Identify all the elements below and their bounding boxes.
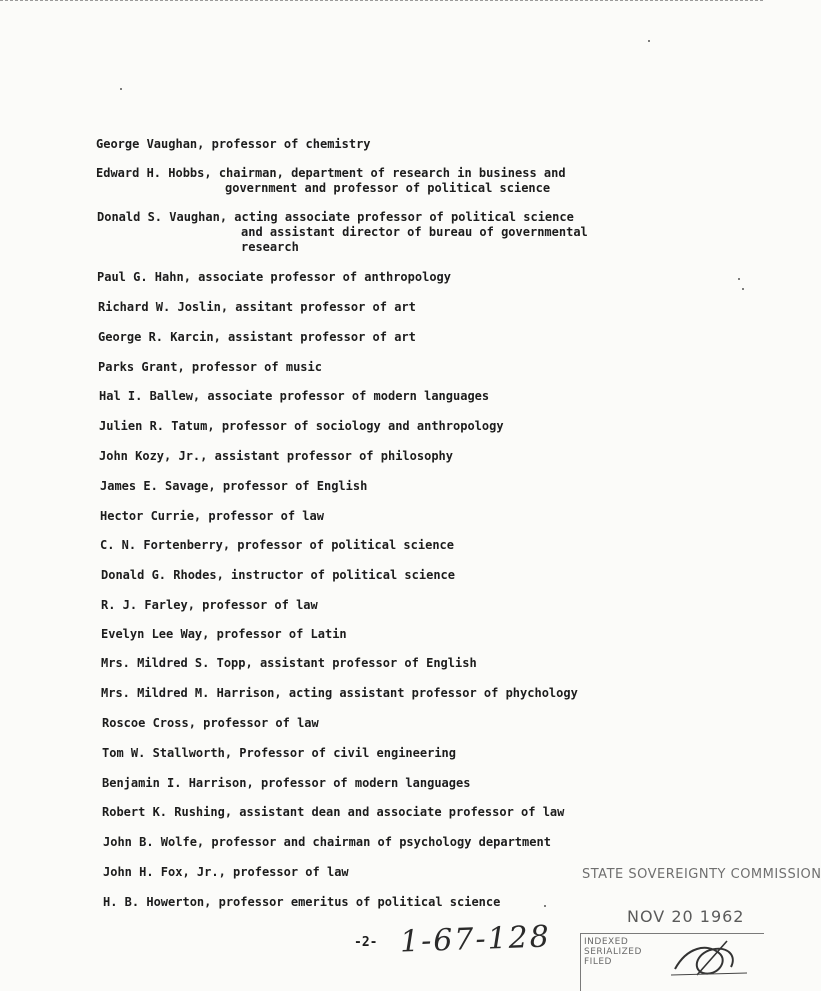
scan-speck — [544, 905, 546, 907]
list-item: Hal I. Ballew, associate professor of modern languages — [99, 389, 490, 403]
list-item: George R. Karcin, assistant professor of art — [98, 330, 416, 344]
scan-speck — [742, 288, 744, 290]
list-item: Donald S. Vaughan, acting associate professor of political science — [97, 210, 574, 224]
list-item: Mrs. Mildred M. Harrison, acting assistant professor of phychology — [101, 686, 578, 700]
scan-speck — [120, 88, 122, 90]
list-item: Donald G. Rhodes, instructor of political science — [101, 568, 456, 582]
list-item: Evelyn Lee Way, professor of Latin — [101, 627, 347, 641]
stamp-status-list — [584, 937, 642, 967]
list-item: John Kozy, Jr., assistant professor of philosophy — [99, 449, 454, 463]
list-item: James E. Savage, professor of English — [100, 479, 368, 493]
scan-speck — [738, 278, 740, 280]
list-item-continuation: research — [241, 240, 299, 254]
list-item: Roscoe Cross, professor of law — [102, 716, 319, 730]
list-item: John B. Wolfe, professor and chairman of psychology department — [103, 835, 551, 849]
list-item: John H. Fox, Jr., professor of law — [103, 865, 349, 879]
handwritten-document-number: 1-67-128 — [399, 919, 552, 960]
list-item: Tom W. Stallworth, Professor of civil engineering — [102, 746, 457, 760]
stamp-indexed-label: INDEXED — [584, 937, 629, 947]
list-item: Richard W. Joslin, assitant professor of art — [98, 300, 416, 314]
list-item-continuation: and assistant director of bureau of governmental — [241, 225, 588, 239]
commission-stamp — [572, 855, 821, 990]
list-item: H. B. Howerton, professor emeritus of political science — [103, 895, 501, 909]
stamp-serialized-label: SERIALIZED — [584, 947, 642, 957]
list-item: Edward H. Hobbs, chairman, department of research in business and — [96, 166, 566, 180]
list-item-continuation: government and professor of political science — [225, 181, 551, 195]
list-item: Julien R. Tatum, professor of sociology and anthropology — [99, 419, 504, 433]
stamp-header: STATE SOVEREIGNTY COMMISSION — [582, 867, 821, 882]
list-item: Hector Currie, professor of law — [100, 509, 324, 523]
list-item: George Vaughan, professor of chemistry — [96, 137, 371, 151]
list-item: Benjamin I. Harrison, professor of modern languages — [102, 776, 471, 790]
stamp-filed-label: FILED — [584, 957, 612, 967]
list-item: Paul G. Hahn, associate professor of anthropology — [97, 270, 452, 284]
handwritten-initials-mark — [667, 927, 757, 987]
page-number: -2- — [354, 935, 378, 950]
list-item: C. N. Fortenberry, professor of political science — [100, 538, 455, 552]
scan-speck — [648, 40, 650, 42]
stamp-date: NOV 20 1962 — [627, 907, 745, 926]
list-item: Parks Grant, professor of music — [98, 360, 322, 374]
list-item: R. J. Farley, professor of law — [101, 598, 318, 612]
list-item: Robert K. Rushing, assistant dean and associate professor of law — [102, 805, 565, 819]
list-item: Mrs. Mildred S. Topp, assistant professor of English — [101, 656, 477, 670]
